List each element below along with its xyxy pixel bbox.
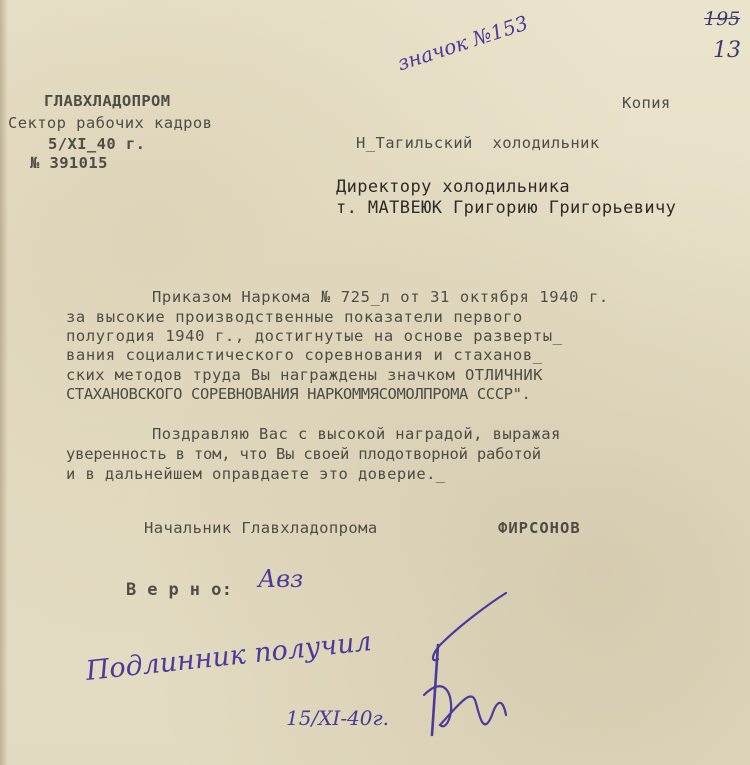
receipt-note: Подлинник получил [84,626,374,687]
copy-label: Копия [622,94,671,112]
body-para1-line2: за высокие производственные показатели первого [66,308,523,326]
body-para1-line6: СТАХАНОВСКОГО СОРЕВНОВАНИЯ НАРКОММЯСОМОЛПРОМА СССР". [66,385,531,403]
archive-mark-bottom: 13 [713,38,741,63]
signatory-title: Начальник Главхладопрома [144,519,378,537]
body-para2-line2: уверенность в том, что Вы своей плодотворной работой [66,445,541,463]
paper-edge-shadow [0,0,8,765]
body-para1-line5: ских методов труда Вы награждены значком ОТЛИЧНИК [66,366,543,384]
verno-handwritten-initials: Авз [258,565,304,593]
addressee-org: Н_Тагильский холодильник [356,134,600,152]
body-para2-line1: Поздравляю Вас с высокой наградой, выражая [152,425,561,443]
receipt-date: 15/XI-40г. [286,706,389,730]
signatory-name: ФИРСОНОВ [498,519,581,537]
body-para1-line3: полугодия 1940 г., достигнутые на основе разверты_ [66,327,563,345]
body-para2-line3: и в дальнейшем оправдаете это доверие._ [66,465,446,483]
signature-stroke [410,585,520,755]
addressee-line-2: т. МАТВЕЮК Григорию Григорьевичу [336,198,677,218]
header-org: ГЛАВХЛАДОПРОМ [44,92,171,110]
header-number: № 391015 [30,154,108,172]
header-sector: Сектор рабочих кадров [8,114,213,132]
verno-label: В е р н о: [126,580,233,600]
addressee-line-1: Директору холодильника [336,177,570,197]
body-para1-line1: Приказом Наркома № 725_л от 31 октября 1940 г. [152,288,609,306]
body-para1-line4: вания социалистического соревнования и стаханов_ [66,346,543,364]
header-date: 5/ХI_40 г. [48,135,146,153]
archive-mark-top: 195 [704,8,741,30]
annotation-badge-note: значок №153 [394,10,531,76]
